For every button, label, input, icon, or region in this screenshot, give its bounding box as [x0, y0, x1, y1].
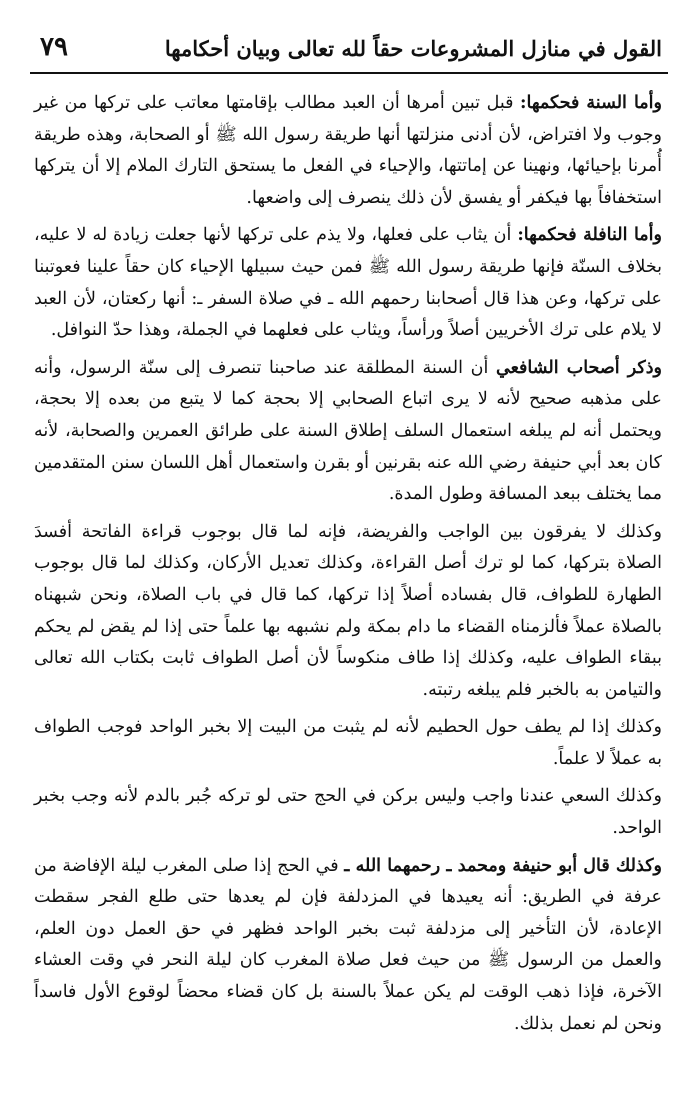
- paragraph-text: وكذلك السعي عندنا واجب وليس بركن في الحج حتى لو تركه جُبر بالدم لأنه وجب بخبر الواحد.: [34, 786, 662, 839]
- paragraph-sai: [34, 781, 662, 844]
- running-title: القول في منازل المشروعات حقاً لله تعالى وبيان أحكامها: [164, 36, 662, 61]
- paragraph-text: وكذلك لا يفرقون بين الواجب والفريضة، فإنه لما قال بوجوب قراءة الفاتحة أفسدَ الصلاة بتركها، كما لو ترك أصل القراءة، وكذلك تعديل الأركان، وكذلك لما قال بوجوب الطهارة للطواف، قال بفساده أصلاً إذا تركها، كما قال في باب الصلاة، ونحن شبهناه بالصلاة عملاً فألزمناه القضاء ما دام بمكة ولم نشبهه بها علماً حتى إذا لم يقض لم يحكم ببقاء الطواف عليه، وكذلك إذا طاف منكوساً لأن أصل الطواف ثابت بكتاب الله تعالى والتيامن به بالخبر فلم يبلغه رتبته.: [34, 521, 662, 700]
- paragraph-muzdalifah: [34, 851, 662, 1041]
- page-header: [30, 28, 668, 74]
- paragraph-heading: وأما النافلة فحكمها:: [517, 225, 662, 246]
- paragraph-text: وكذلك إذا لم يطف حول الحطيم لأنه لم يثبت من البيت إلا بخبر الواحد فوجب الطواف به عملاً لا علماً.: [34, 717, 662, 769]
- paragraph-hatim: [34, 712, 662, 775]
- paragraph-text: قبل تبين أمرها أن العبد مطالب بإقامتها معاتب على تركها من غير وجوب ولا افتراض، لأن أدنى منزلتها أنها طريقة رسول الله ﷺ أو الصحابة، وهذه طريقة أُمرنا بإحيائها، ونهينا عن إماتتها، والإحياء في الفعل ما يستحق التارك الملام إلا أن يتركها استخفافاً بها فيكفر أو يفسق لأن ذلك ينصرف إلى واضعها.: [34, 93, 662, 208]
- paragraph-heading: وكذلك قال أبو حنيفة ومحمد ـ رحمهما الله ـ: [344, 855, 662, 876]
- header-divider: [30, 72, 668, 74]
- paragraph-text: أن يثاب على فعلها، ولا يذم على تركها لأنها جعلت زيادة له لا عليه، بخلاف السنّة فإنها طريقة رسول الله ﷺ فمن حيث سبيلها الإحياء كان حقاً علينا فعوتبنا على تركها، وعن هذا قال أصحابنا رحمهم الله ـ في صلاة السفر ـ: أنها ركعتان، لأن العبد لا يلام على ترك الأخريين أصلاً ورأساً، ويثاب على فعلهما في الجملة، وهذا حدّ النوافل.: [34, 225, 662, 341]
- page-number: ٧٩: [40, 32, 68, 62]
- paragraph-text: أن السنة المطلقة عند صاحبنا تنصرف إلى سنّة الرسول، وأنه على مذهبه صحيح لأنه لا يرى اتباع الصحابي إلا بحجة كما لا يتبع من بعده إلا بحجة، ويحتمل أنه لم يبلغه استعمال السلف إطلاق السنة على طرائق العمرين والصحابة، لأنه كان بعد أبي حنيفة رضي الله عنه بقرنين أو بقرن واستعمال أهل اللسان سنن المتقدمين مما يختلف ببعد المسافة وطول المدة.: [34, 357, 662, 505]
- paragraph-text: في الحج إذا صلى المغرب ليلة الإفاضة من عرفة في الطريق: أنه يعيدها في المزدلفة فإن لم يعدها حتى طلع الفجر سقطت الإعادة، لأن التأخير إلى مزدلفة ثبت بخبر الواحد فظهر في حق العمل دون العلم، والعمل من الرسول ﷺ من حيث فعل صلاة المغرب كان ليلة النحر في وقت العشاء الآخرة، فإذا ذهب الوقت لم يكن عملاً بالسنة بل كان قضاء محضاً لوقوع الأول فاسداً ونحن لم نعمل بذلك.: [34, 855, 662, 1034]
- paragraph-nafilah-ruling: [34, 220, 662, 346]
- page-body: [34, 88, 662, 1046]
- paragraph-wajib-fard: [34, 517, 662, 707]
- paragraph-heading: وذكر أصحاب الشافعي: [496, 357, 663, 378]
- paragraph-heading: وأما السنة فحكمها:: [520, 93, 662, 113]
- paragraph-sunnah-ruling: [34, 88, 662, 214]
- paragraph-shafii-view: [34, 353, 662, 511]
